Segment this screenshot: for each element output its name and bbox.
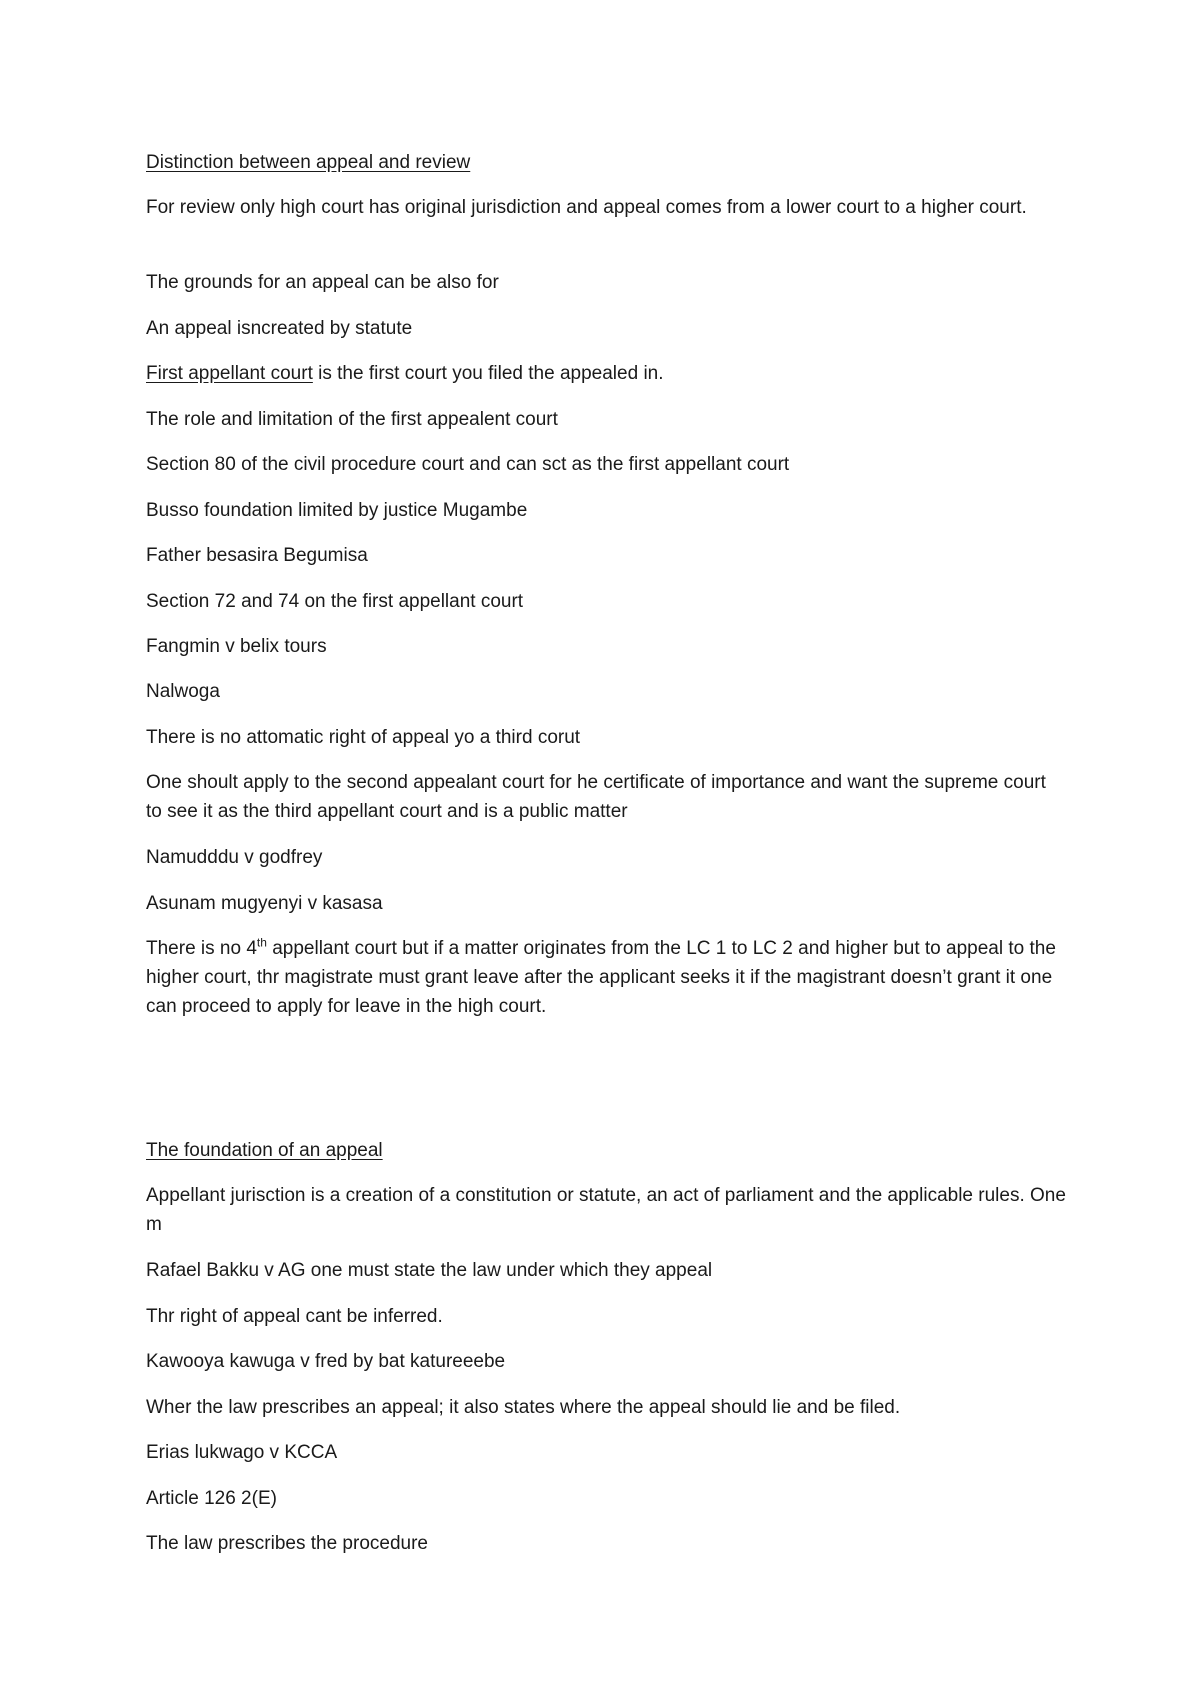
case-nalwoga: Nalwoga [146, 681, 220, 702]
case-fangmin: Fangmin v belix tours [146, 636, 327, 657]
case-busso-foundation: Busso foundation limited by justice Mugambe [146, 500, 528, 521]
section-heading-distinction: Distinction between appeal and review [146, 152, 471, 173]
case-erias-lukwago: Erias lukwago v KCCA [146, 1442, 338, 1463]
paragraph-article-126: Article 126 2(E) [146, 1488, 277, 1509]
case-father-besasira: Father besasira Begumisa [146, 545, 368, 566]
paragraph-certificate-importance: One shoult apply to the second appealant court for he certificate of importance and want the supreme court to see it as the third appellant court and is a public matter [146, 772, 1046, 822]
case-kawooya: Kawooya kawuga v fred by bat katureeebe [146, 1351, 506, 1372]
paragraph-where-appeal-lies: Wher the law prescribes an appeal; it also states where the appeal should lie and be filed. [146, 1397, 901, 1418]
paragraph-role-limitation: The role and limitation of the first appealent court [146, 409, 558, 430]
paragraph-text: There is no 4 [146, 938, 257, 959]
paragraph-fourth-appellant-court [146, 934, 1066, 1021]
case-namudddu: Namudddu v godfrey [146, 847, 323, 868]
paragraph-review-jurisdiction: For review only high court has original jurisdiction and appeal comes from a lower court to a higher court. [146, 197, 1027, 218]
paragraph-third-court: There is no attomatic right of appeal yo a third corut [146, 727, 581, 748]
section-heading-foundation: The foundation of an appeal [146, 1140, 383, 1161]
case-rafael-bakku: Rafael Bakku v AG one must state the law under which they appeal [146, 1260, 713, 1281]
paragraph-text: is the first court you filed the appealed in. [312, 363, 664, 384]
paragraph-text: appellant court but if a matter originates from the LC 1 to LC 2 and higher but to appeal to the higher court, thr magistrate must grant leave after the applicant seeks it if the magistrant doesn’t grant it one can proceed to apply for leave in the high court. [146, 938, 1056, 1017]
term-first-appellant-court: First appellant court [146, 363, 313, 384]
paragraph-grounds: The grounds for an appeal can be also for [146, 272, 499, 293]
ordinal-superscript: th [256, 935, 267, 950]
paragraph-section-80: Section 80 of the civil procedure court and can sct as the first appellant court [146, 454, 790, 475]
paragraph-first-appellant-court [146, 359, 1066, 388]
paragraph-appellant-jurisdiction: Appellant jurisction is a creation of a constitution or statute, an act of parliament and the applicable rules. One m [146, 1185, 1066, 1235]
paragraph-section-72-74: Section 72 and 74 on the first appellant court [146, 591, 524, 612]
paragraph-statute: An appeal isncreated by statute [146, 318, 413, 339]
paragraph-right-not-inferred: Thr right of appeal cant be inferred. [146, 1306, 443, 1327]
paragraph-procedure: The law prescribes the procedure [146, 1533, 428, 1554]
case-asunam: Asunam mugyenyi v kasasa [146, 893, 383, 914]
